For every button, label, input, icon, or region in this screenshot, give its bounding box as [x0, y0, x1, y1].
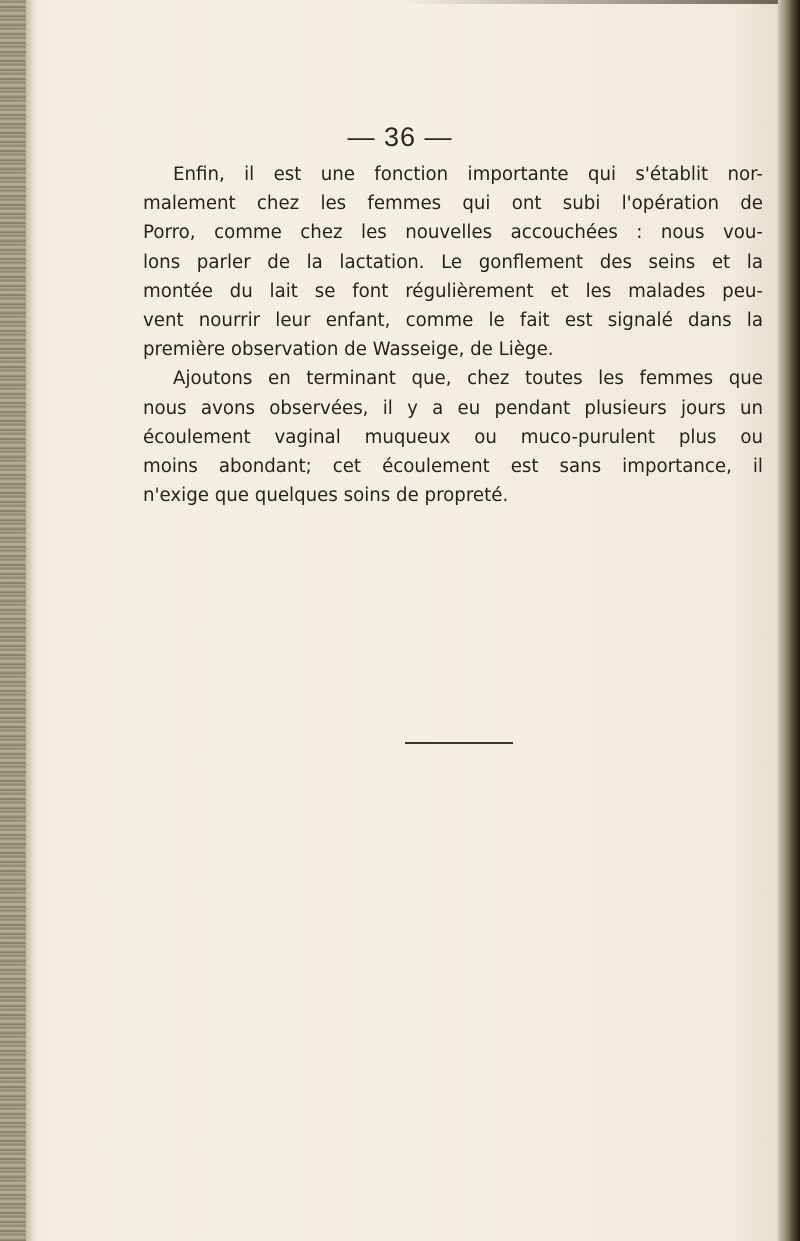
paragraph [143, 364, 763, 510]
text-line: vent nourrir leur enfant, comme le fait est signalé dans la [143, 310, 763, 332]
text-line: Porro, comme chez les nouvelles accouchées : nous vou- [143, 222, 763, 244]
binding-shadow [26, 0, 36, 1241]
page-right-edge [778, 0, 800, 1241]
text-line: Enfin, il est une fonction importante qui s'établit nor- [173, 164, 763, 185]
text-line: montée du lait se font régulièrement et les malades peu- [143, 280, 763, 302]
paragraph [143, 160, 763, 364]
page-number: — 36 — [347, 122, 453, 152]
text-line: nous avons observées, il y a eu pendant plusieurs jours un [143, 397, 763, 419]
text-line: lons parler de la lactation. Le gonflement des seins et la [143, 251, 763, 273]
text-line: malement chez les femmes qui ont subi l'opération de [143, 193, 763, 215]
book-binding-edge [0, 0, 26, 1241]
text-line: moins abondant; cet écoulement est sans importance, il [143, 456, 763, 478]
text-line: écoulement vaginal muqueux ou muco-purulent plus ou [143, 426, 763, 448]
end-of-text-rule [405, 742, 513, 744]
text-line: n'exige que quelques soins de propreté. [143, 485, 509, 507]
text-line: première observation de Wasseige, de Liège. [143, 339, 554, 361]
text-line: Ajoutons en terminant que, chez toutes les femmes que [173, 368, 763, 390]
body-text [143, 160, 763, 510]
page-top-edge [400, 0, 778, 4]
